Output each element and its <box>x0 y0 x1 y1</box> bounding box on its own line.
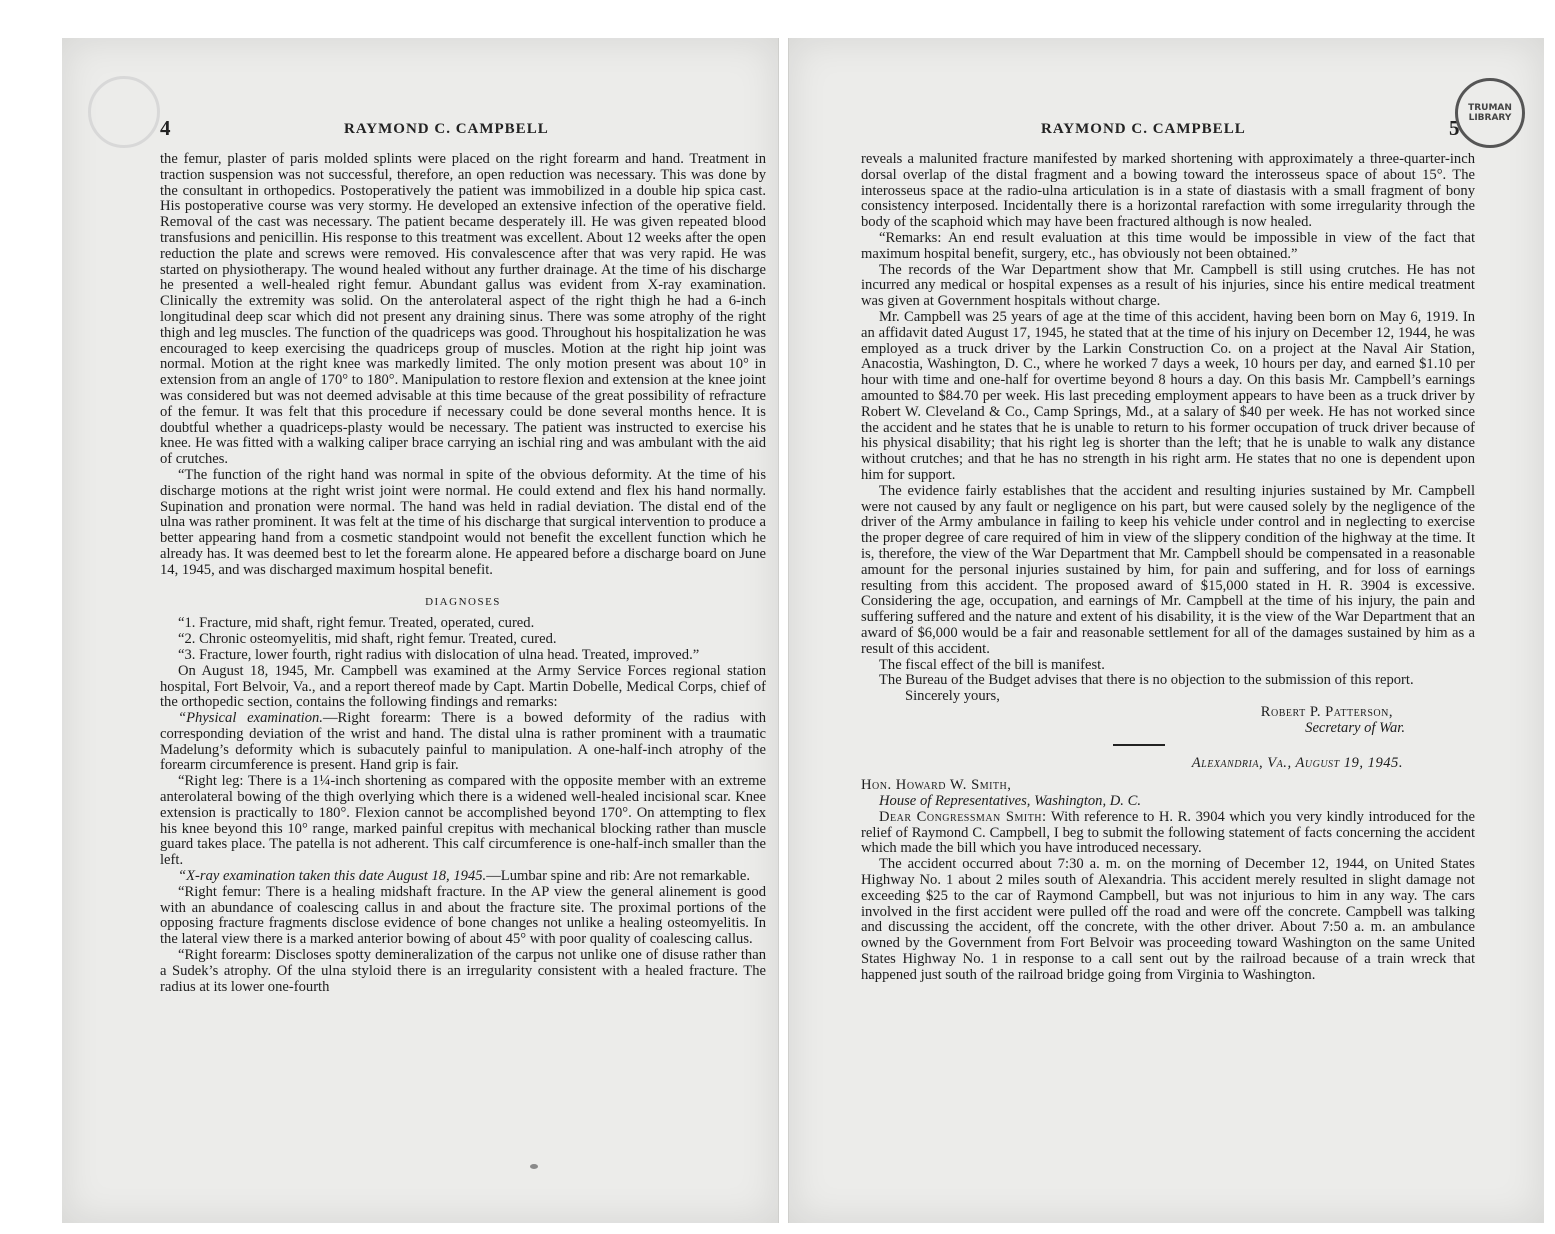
body-paragraph: “Remarks: An end result evaluation at this time would be impossible in view of the fact that maximum hospital benefit, surgery, etc., has obviously not been obtained.” <box>861 229 1475 262</box>
divider-rule <box>1113 744 1165 746</box>
letter-paragraph-text: With reference to H. R. 3904 which you very kindly introduced for the relief of Raymond C. Campbell, I beg to submit the following statement of facts concerning the accident which made the bill which you have introduced necessary. <box>861 808 1475 857</box>
running-head-left: RAYMOND C. CAMPBELL <box>344 121 549 137</box>
signer-title-text: Secretary of War. <box>1305 719 1405 736</box>
ink-speck <box>530 1164 538 1169</box>
stamp-text: TRUMAN LIBRARY <box>1468 103 1512 123</box>
signer-title <box>861 721 1405 737</box>
salutation: Dear Congressman Smith: <box>879 808 1047 825</box>
letter-paragraph <box>861 810 1475 857</box>
closing: Sincerely yours, <box>905 688 1000 705</box>
diagnosis-item: “1. Fracture, mid shaft, right femur. Treated, operated, cured. <box>178 615 535 632</box>
left-body <box>160 152 766 995</box>
addressee-office-text: House of Representatives, Washington, D. C. <box>879 793 1141 810</box>
running-head-right: RAYMOND C. CAMPBELL <box>1041 121 1246 137</box>
body-paragraph: “Right femur: There is a healing midshaft fracture. In the AP view the general alinement is good with an abundance of coalescing callus in and about the fracture site. The proximal portions of the opposing fracture fragments disclose evidence of bone changes not unlike a healing osteomyelitis. In the lateral view there is a marked anterior bowing of about 45° with poor quality of coalescing callus. <box>160 883 766 948</box>
faded-archive-stamp <box>88 76 160 148</box>
body-paragraph: The fiscal effect of the bill is manifest. <box>879 656 1105 673</box>
place-date <box>861 756 1403 772</box>
diagnosis-item: “3. Fracture, lower fourth, right radius with dislocation of ulna head. Treated, improved.” <box>178 646 700 663</box>
diagnoses-heading: DIAGNOSES <box>425 595 501 608</box>
body-paragraph: “Right forearm: Discloses spotty demineralization of the carpus not unlike one of disuse rather than a Sudek’s atrophy. Of the ulna styloid there is an irregularity consistent with a healed fracture. The radius at its lower one-fourth <box>160 947 766 995</box>
body-paragraph: “Right leg: There is a 1¼-inch shortening as compared with the opposite member with an extreme anterolateral bowing of the thigh overlying which there is a widened well-healed incisional scar. Knee extension is practically to 180°. Flexion cannot be accomplished beyond 170°. On attempting to flex his knee beyond this 10° range, marked painful crepitus with mechanical blocking rather than muscle guard takes place. The patella is not adherent. This calf circumference is one-half-inch smaller than the left. <box>160 773 766 869</box>
body-paragraph: “The function of the right hand was normal in spite of the obvious deformity. At the time of his discharge motions at the right wrist joint were normal. He could extend and flex his hand normally. Supination and pronation were normal. The hand was held in radial deviation. The distal end of the ulna was rather prominent. It was felt at the time of his discharge that surgical intervention to produce a better appearing hand from a cosmetic standpoint would not benefit the excellent function which he already has. It was deemed best to let the forearm alone. He appeared before a discharge board on June 14, 1945, and was discharged maximum hospital benefit. <box>160 466 766 578</box>
page-number-right: 5 <box>1449 116 1460 140</box>
right-body <box>861 152 1475 984</box>
left-page <box>62 38 779 1223</box>
body-paragraph: The evidence fairly establishes that the accident and resulting injuries sustained by Mr. Campbell were not caused by any fault or negligence on his part, but were caused solely by the negligence of the driver of the Army ambulance in failing to keep his vehicle under control and in neglecting to exercise the proper degree of care required of him in view of the slippery condition of the highway at the time. It is, therefore, the view of the War Department that Mr. Campbell should be compensated in a reasonable amount for the personal injuries sustained by him, for pain and suffering, and for loss of earnings resulting from this accident. The proposed award of $15,000 stated in H. R. 3904 is excessive. Considering the age, occupation, and earnings of Mr. Campbell at the time of his injury, the pain and suffering suffered and the nature and extent of his disability, it is the view of the War Department that an award of $6,000 would be a fair and reasonable settlement for all of the damages sustained by him as a result of this accident. <box>861 482 1475 657</box>
diagnosis-item: “2. Chronic osteomyelitis, mid shaft, right femur. Treated, cured. <box>178 631 557 648</box>
xray-text: —Lumbar spine and rib: Are not remarkable. <box>486 868 751 885</box>
body-paragraph: the femur, plaster of paris molded splints were placed on the right forearm and hand. Treatment in traction suspension was not successful, therefore, an open reduction was necessary. This was done by the consultant in orthopedics. Postoperatively the patient was immobilized in a double hip spica cast. His postoperative course was very stormy. He developed an extensive infection of the operative field. Removal of the cast was necessary. The patient became desperately ill. He was given repeated blood transfusions and penicillin. His response to this treatment was excellent. About 12 weeks after the open reduction the plate and screws were removed. His convalescence after that was very rapid. He was started on physiotherapy. The wound healed without any further drainage. At the time of his discharge he presented a well-healed right femur. Abundant gallus was evident from X-ray examination. Clinically the extremity was solid. On the anterolateral aspect of the right thigh he had a 6-inch longitudinal deep scar which did not present any draining sinus. There was some atrophy of the right thigh and leg muscles. The function of the quadriceps was good. Throughout his hospitalization he was encouraged to keep exercising the quadriceps group of muscles. Motion at the right hip joint was normal. Motion at the right knee was markedly limited. The only motion present was about 10° in extension from an angle of 170° to 180°. Manipulation to restore flexion and extension at the knee joint was considered but was not deemed advisable at this time because of the great possibility of refracture of the femur. It was felt that this procedure if necessary could be done several months hence. It is doubtful whether a quadriceps-plasty would be necessary. The patient was instructed to exercise his knee. He was fitted with a walking caliper brace carrying an ischial ring and was ambulant with the aid of crutches. <box>160 151 766 468</box>
body-paragraph: reveals a malunited fracture manifested by marked shortening with approximately a three-quarter-inch dorsal overlap of the distal fragment and a bowing toward the interosseus space of about 15°. The interosseus space at the radio-ulna articulation is in a state of diastasis with a small fragment of bony consistency interposed. Incidentally there is a horizontal rarefaction with some irregularity through the body of the scaphoid which may have been fractured although is now healed. <box>861 151 1475 231</box>
physical-exam-lead: “Physical examination. <box>178 710 323 727</box>
xray-paragraph <box>160 869 766 885</box>
place-date-text: Alexandria, Va., August 19, 1945. <box>1191 755 1403 772</box>
addressee-office <box>861 794 1475 810</box>
physical-exam-text: —Right forearm: There is a bowed deformity of the radius with corresponding deviation of the wrist and hand. The distal ulna is rather prominent with a traumatic Madelung’s deformity which is subacutely painful to manipulation. A one-half-inch atrophy of the forearm circumference is present. Hand grip is fair. <box>160 710 766 774</box>
addressee-name: Hon. Howard W. Smith, <box>861 777 1012 794</box>
signer-name: Robert P. Patterson, <box>1260 703 1393 720</box>
right-page <box>788 38 1544 1223</box>
body-paragraph: The records of the War Department show that Mr. Campbell is still using crutches. He has not incurred any medical or hospital expenses as a result of his injuries, since his entire medical treatment was given at Government hospitals without charge. <box>861 261 1475 310</box>
xray-lead: “X-ray examination taken this date August 18, 1945. <box>178 868 487 885</box>
body-paragraph: On August 18, 1945, Mr. Campbell was examined at the Army Service Forces regional station hospital, Fort Belvoir, Va., and a report thereof made by Capt. Martin Dobelle, Medical Corps, chief of the orthopedic section, contains the following findings and remarks: <box>160 662 766 711</box>
letter-paragraph: The accident occurred about 7:30 a. m. on the morning of December 12, 1944, on United States Highway No. 1 about 2 miles south of Alexandria. This accident merely resulted in slight damage not exceeding $25 to the car of Raymond Campbell, but was not injurious to him in any way. The cars involved in the first accident were pulled off the road and were off the concrete. Campbell was talking and discussing the accident, off the concrete, with the other driver. About 7:50 a. m. an ambulance owned by the Government from Fort Belvoir was proceeding toward Washington on the same United States Highway No. 1 in response to a call sent out by the railroad because of a train wreck that happened just south of the railroad bridge going from Virginia to Washington. <box>861 856 1475 983</box>
physical-exam-paragraph <box>160 711 766 774</box>
truman-library-stamp <box>1455 78 1525 148</box>
body-paragraph: The Bureau of the Budget advises that there is no objection to the submission of this report. <box>879 672 1414 689</box>
page-number-left: 4 <box>160 116 171 140</box>
body-paragraph: Mr. Campbell was 25 years of age at the time of this accident, having been born on May 6, 1919. In an affidavit dated August 17, 1945, he stated that at the time of his injury on December 12, 1944, he was employed as a truck driver by the Larkin Construction Co. on a project at the Naval Air Station, Anacostia, Washington, D. C., where he worked 7 days a week, 10 hours per day, and earned $1.10 per hour with time and one-half for overtime beyond 8 hours a day. On this basis Mr. Campbell’s earnings amounted to $84.70 per week. His last preceding employment appears to have been as a truck driver by Robert W. Cleveland & Co., Camp Springs, Md., at a salary of $40 per week. He has not worked since the accident and he states that he is unable to return to his former occupation of truck driver because of his physical disability; that his right leg is shorter than the left; that he is unable to walk any distance without crutches; and that he has no strength in his right arm. He states that no one is dependent upon him for support. <box>861 308 1475 483</box>
